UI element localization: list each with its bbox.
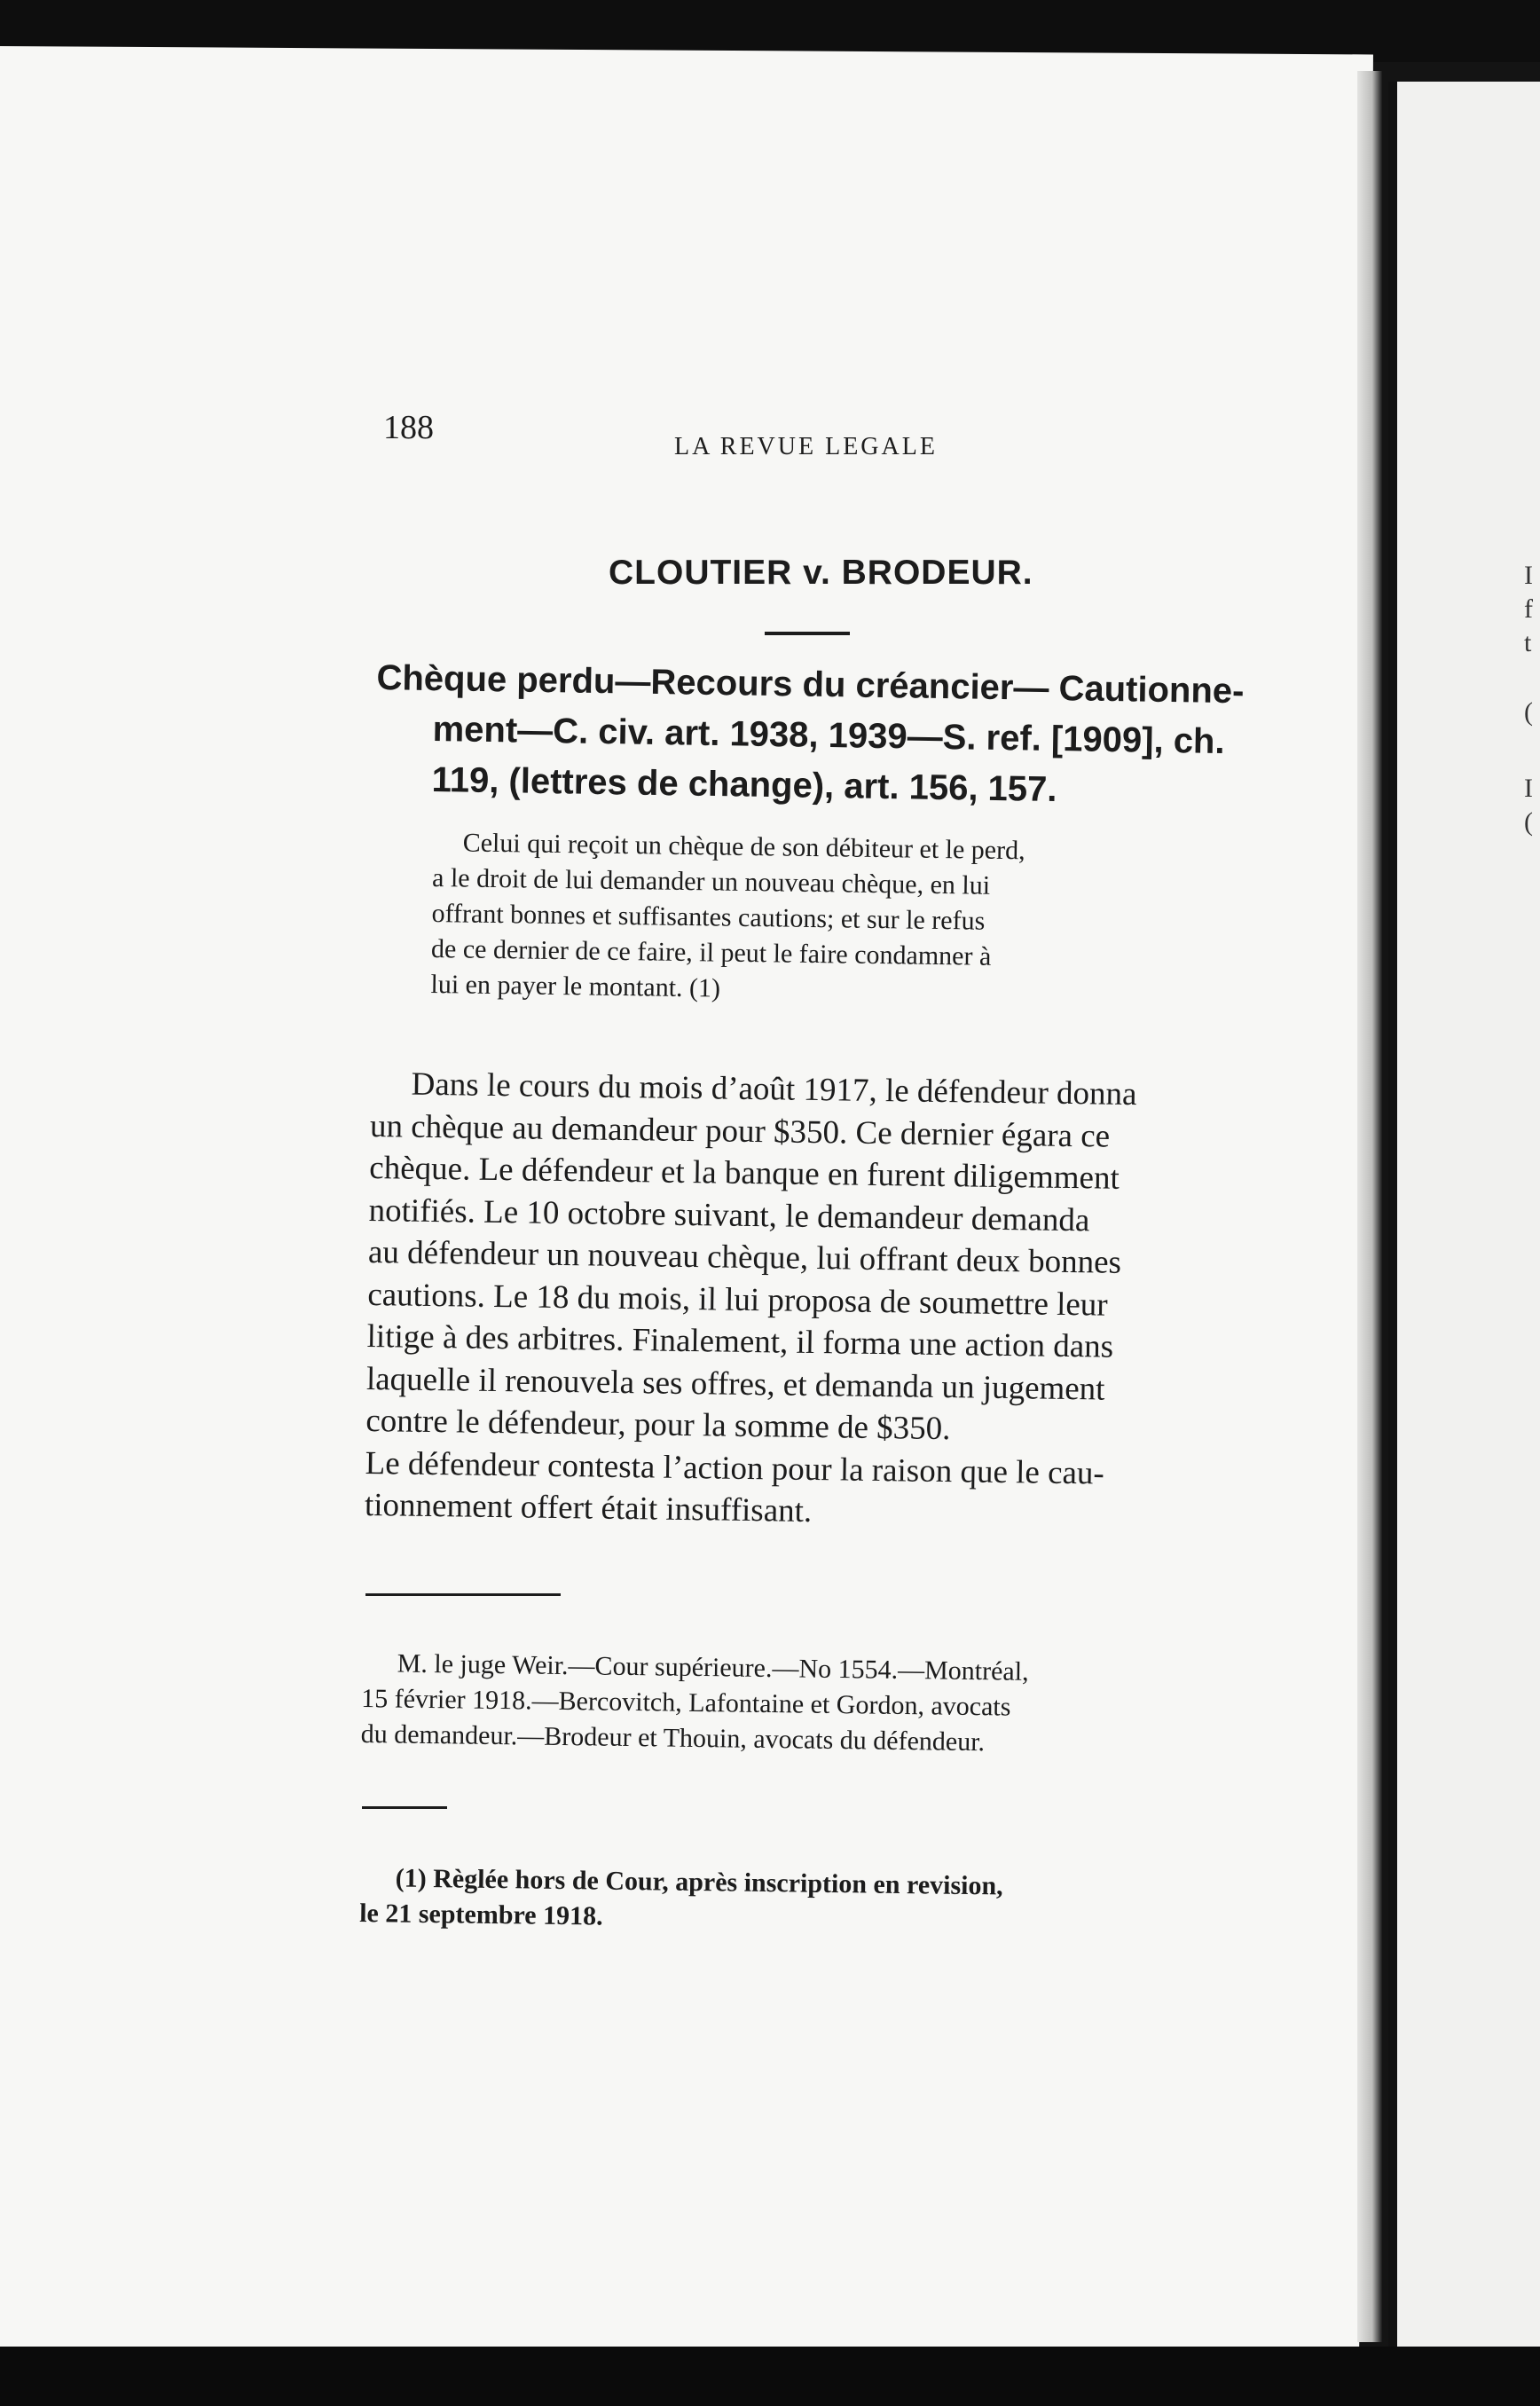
body-line: notifiés. Le 10 octobre suivant, le demandeur demanda: [368, 1191, 1090, 1238]
footnote-line: le 21 septembre 1918.: [359, 1898, 603, 1931]
body-line: cautions. Le 18 du mois, il lui proposa de soumettre leur: [367, 1276, 1108, 1324]
title-rule: [765, 632, 850, 635]
headnote-line: ment—C. civ. art. 1938, 1939—S. ref. [1909], ch.: [432, 709, 1225, 762]
summary-line: offrant bonnes et suffisantes cautions; et sur le refus: [431, 898, 986, 936]
body-line: chèque. Le défendeur et la banque en furent diligemment: [369, 1149, 1120, 1197]
body-line: un chèque au demandeur pour $350. Ce dernier égara ce: [369, 1107, 1111, 1155]
summary-line: Celui qui reçoit un chèque de son débiteur et le perd,: [462, 828, 1025, 866]
edge-char: (: [1524, 697, 1533, 727]
case-title: CLOUTIER v. BRODEUR.: [609, 554, 1033, 592]
footnote: [359, 1860, 1247, 1943]
edge-char: f: [1524, 594, 1533, 624]
footnote-line: (1) Règlée hors de Cour, après inscription en revision,: [395, 1863, 1003, 1901]
edge-char: t: [1524, 628, 1532, 657]
body-line: contre le défendeur, pour la somme de $350.: [365, 1402, 951, 1448]
section-rule: [365, 1593, 561, 1596]
citation-line: du demandeur.—Brodeur et Thouin, avocats du défendeur.: [360, 1718, 986, 1757]
body-line: Dans le cours du mois d’août 1917, le défendeur donna: [411, 1065, 1137, 1113]
body-line: tionnement offert était insuffisant.: [364, 1486, 813, 1529]
page-number: 188: [383, 409, 434, 446]
running-head: LA REVUE LEGALE: [674, 433, 938, 460]
court-citation: [360, 1646, 1248, 1764]
edge-char: I: [1524, 561, 1533, 590]
body-line: au défendeur un nouveau chèque, lui offrant deux bonnes: [367, 1233, 1122, 1281]
body-line: litige à des arbitres. Finalement, il forma une action dans: [366, 1317, 1114, 1365]
body-line: Le défendeur contesta l’action pour la raison que le cau-: [365, 1444, 1105, 1492]
case-summary: [430, 825, 1231, 1014]
summary-line: a le droit de lui demander un nouveau chèque, en lui: [431, 862, 991, 900]
summary-line: lui en payer le montant. (1): [430, 969, 721, 1003]
headnote-line: 119, (lettres de change), art. 156, 157.: [431, 759, 1057, 810]
citation-line: M. le juge Weir.—Cour supérieure.—No 1554.—Montréal,: [397, 1648, 1029, 1687]
citation-line: 15 février 1918.—Bercovitch, Lafontaine et Gordon, avocats: [361, 1683, 1011, 1722]
summary-line: de ce dernier de ce faire, il peut le faire condamner à: [430, 933, 992, 971]
footnote-rule: [362, 1806, 447, 1809]
edge-char: I: [1524, 774, 1533, 803]
body-text: [365, 1063, 1258, 1538]
body-line: laquelle il renouvela ses offres, et demanda un jugement: [365, 1360, 1105, 1408]
headnote: [374, 653, 1246, 818]
headnote-line: Chèque perdu—Recours du créancier— Cautionne-: [376, 657, 1245, 712]
edge-char: (: [1524, 807, 1533, 837]
